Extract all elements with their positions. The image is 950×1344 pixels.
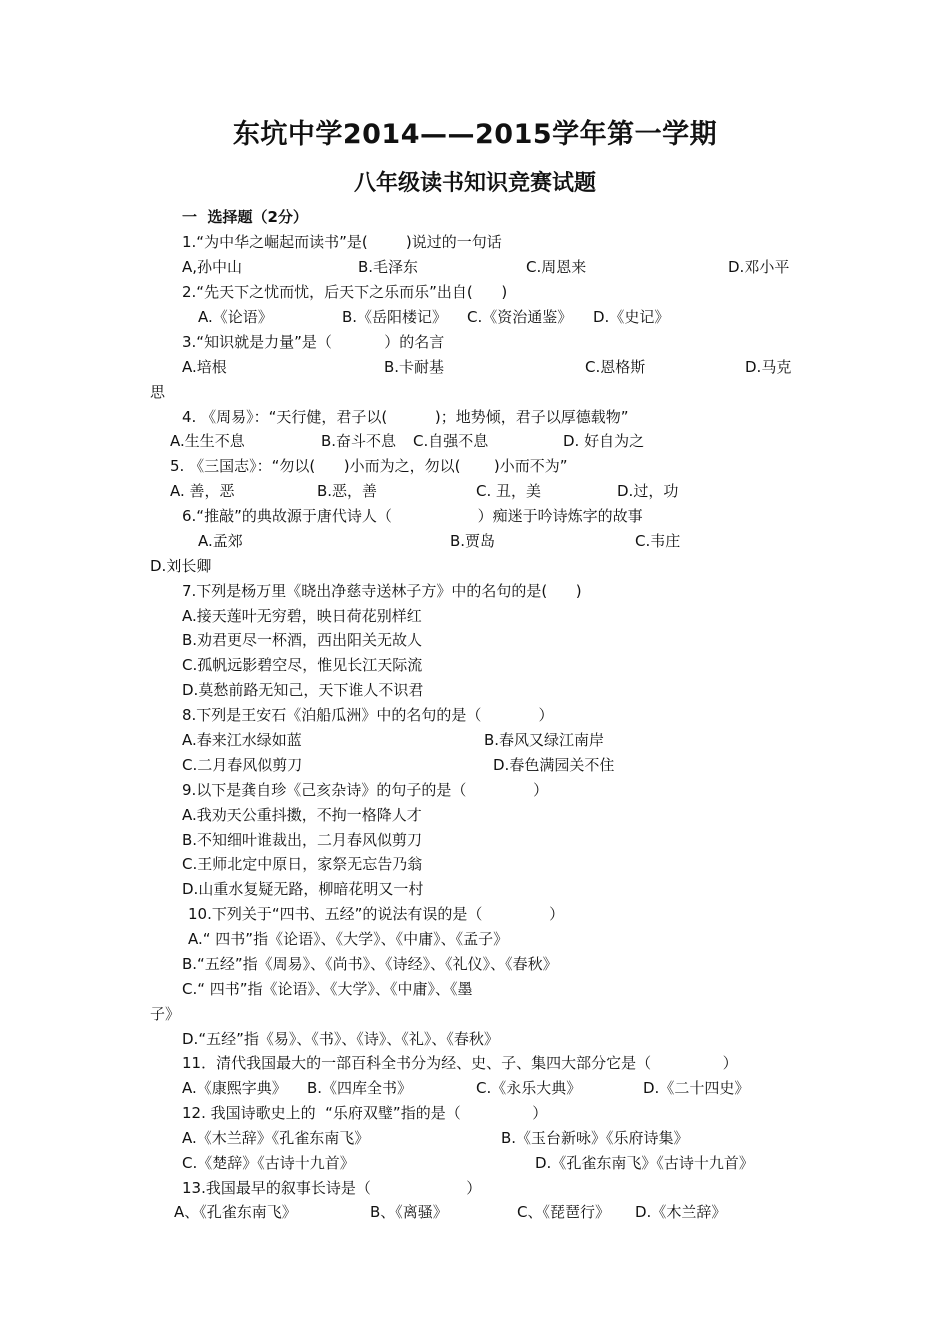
option-3c: C.恩格斯 [585, 358, 646, 376]
option-11a: A.《康熙字典》 [182, 1079, 287, 1097]
option-7a: A.接天莲叶无穷碧，映日荷花别样红 [182, 607, 422, 625]
question-13: 13.我国最早的叙事长诗是（ ） [182, 1179, 482, 1197]
option-7c: C.孤帆远影碧空尽，惟见长江天际流 [182, 656, 423, 674]
option-7d: D.莫愁前路无知己，天下谁人不识君 [182, 681, 424, 699]
option-2c: C.《资治通鉴》 [467, 308, 573, 326]
question-5: 5. 《三国志》：“勿以( )小而为之，勿以( )小而不为” [170, 457, 568, 475]
option-9d: D.山重水复疑无路，柳暗花明又一村 [182, 880, 424, 898]
option-3a: A.培根 [182, 358, 227, 376]
option-10c: C.“ 四书”指《论语》、《大学》、《中庸》、《墨 [182, 980, 473, 998]
option-2d: D.《史记》 [593, 308, 670, 326]
question-9: 9.以下是龚自珍《己亥杂诗》的句子的是（ ） [182, 781, 549, 799]
option-3d-wrap: 思 [150, 383, 166, 401]
option-4a: A.生生不息 [170, 432, 245, 450]
option-5b: B.恶，善 [317, 482, 378, 500]
option-12b: B.《玉台新咏》《乐府诗集》 [501, 1129, 689, 1147]
option-5a: A. 善，恶 [170, 482, 235, 500]
option-13c: C、《琵琶行》 [517, 1203, 610, 1221]
question-2: 2.“先天下之忧而忧，后天下之乐而乐”出自( ) [182, 283, 508, 301]
option-1a: A,孙中山 [182, 258, 243, 276]
option-3b: B.卡耐基 [384, 358, 445, 376]
question-12: 12. 我国诗歌史上的 “乐府双璧”指的是（ ） [182, 1104, 548, 1122]
option-13b: B、《离骚》 [370, 1203, 448, 1221]
exam-title: 东坑中学2014——2015学年第一学期 [232, 119, 718, 150]
option-1c: C.周恩来 [526, 258, 587, 276]
option-10d: D.“五经”指《易》、《书》、《诗》、《礼》、《春秋》 [182, 1030, 499, 1048]
option-8d: D.春色满园关不住 [493, 756, 615, 774]
option-8c: C.二月春风似剪刀 [182, 756, 303, 774]
option-10c-wrap: 子》 [150, 1005, 181, 1023]
option-8a: A.春来江水绿如蓝 [182, 731, 302, 749]
option-1d: D.邓小平 [728, 258, 790, 276]
exam-subtitle: 八年级读书知识竞赛试题 [353, 171, 596, 196]
option-5c: C. 丑，美 [476, 482, 542, 500]
option-2b: B.《岳阳楼记》 [342, 308, 448, 326]
question-1: 1.“为中华之崛起而读书”是( )说过的一句话 [182, 233, 502, 251]
option-5d: D.过，功 [617, 482, 679, 500]
option-3d: D.马克 [745, 358, 792, 376]
question-3: 3.“知识就是力量”是（ ）的名言 [182, 333, 445, 351]
option-11b: B.《四库全书》 [307, 1079, 413, 1097]
option-6b: B.贾岛 [450, 532, 496, 550]
question-11: 11．清代我国最大的一部百科全书分为经、史、子、集四大部分它是（ ） [182, 1054, 738, 1072]
question-10: 10.下列关于“四书、五经”的说法有误的是（ ） [188, 905, 565, 923]
option-9a: A.我劝天公重抖擞，不拘一格降人才 [182, 806, 422, 824]
option-12d: D.《孔雀东南飞》《古诗十九首》 [535, 1154, 754, 1172]
option-2a: A.《论语》 [198, 308, 273, 326]
question-6: 6.“推敲”的典故源于唐代诗人（ ）痴迷于吟诗炼字的故事 [182, 507, 643, 525]
option-12c: C.《楚辞》《古诗十九首》 [182, 1154, 355, 1172]
question-8: 8.下列是王安石《泊船瓜洲》中的名句的是（ ） [182, 706, 554, 724]
option-8b: B.春风又绿江南岸 [484, 731, 605, 749]
option-7b: B.劝君更尽一杯酒，西出阳关无故人 [182, 631, 423, 649]
option-13a: A、《孔雀东南飞》 [174, 1203, 297, 1221]
option-10a: A.“ 四书”指《论语》、《大学》、《中庸》、《孟子》 [188, 930, 509, 948]
question-4: 4. 《周易》：“天行健，君子以( )；地势倾，君子以厚德载物” [182, 408, 629, 426]
option-12a: A.《木兰辞》《孔雀东南飞》 [182, 1129, 370, 1147]
option-6d: D.刘长卿 [150, 557, 212, 575]
option-1b: B.毛泽东 [358, 258, 419, 276]
option-9b: B.不知细叶谁裁出，二月春风似剪刀 [182, 831, 423, 849]
option-4d: D. 好自为之 [563, 432, 645, 450]
option-4b: B.奋斗不息 [321, 432, 397, 450]
option-6c: C.韦庄 [635, 532, 681, 550]
option-13d: D.《木兰辞》 [635, 1203, 727, 1221]
option-9c: C.王师北定中原日，家祭无忘告乃翁 [182, 855, 423, 873]
section-heading: 一 选择题（2分） [182, 208, 308, 226]
question-7: 7.下列是杨万里《晓出净慈寺送林子方》中的名句的是( ) [182, 582, 582, 600]
option-11c: C.《永乐大典》 [476, 1079, 582, 1097]
option-11d: D.《二十四史》 [643, 1079, 750, 1097]
option-10b: B.“五经”指《周易》、《尚书》、《诗经》、《礼仪》、《春秋》 [182, 955, 558, 973]
option-4c: C.自强不息 [413, 432, 489, 450]
option-6a: A.孟郊 [198, 532, 243, 550]
